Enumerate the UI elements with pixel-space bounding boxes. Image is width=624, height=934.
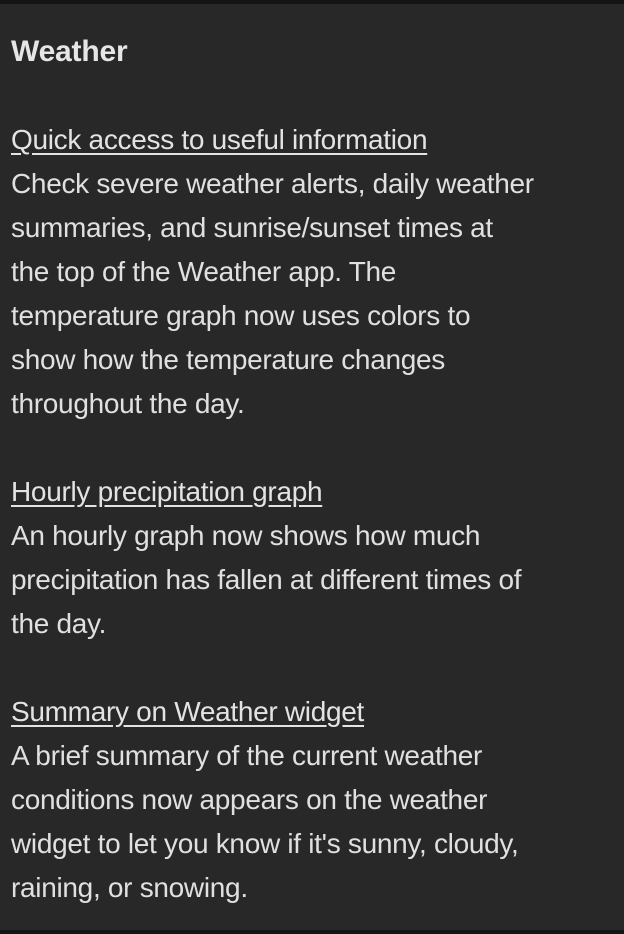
text-line: raining, or snowing.: [11, 872, 248, 903]
paragraph-quick-access: [11, 162, 616, 426]
text-line: summaries, and sunrise/sunset times at: [11, 212, 493, 243]
text-line: the top of the Weather app. The: [11, 256, 397, 287]
section-heading-weather-widget-summary: Summary on Weather widget: [11, 696, 365, 727]
weather-help-content: [0, 4, 624, 910]
paragraph-hourly-precipitation: [11, 514, 616, 646]
section-heading-quick-access: Quick access to useful information: [11, 124, 428, 155]
text-line: temperature graph now uses colors to: [11, 300, 471, 331]
text-line: the day.: [11, 608, 107, 639]
section-hourly-precipitation: [11, 470, 616, 646]
text-line: widget to let you know if it's sunny, cloudy,: [11, 828, 519, 859]
section-quick-access: [11, 118, 616, 426]
page-title: Weather: [11, 35, 128, 68]
text-line: show how the temperature changes: [11, 344, 445, 375]
paragraph-weather-widget-summary: [11, 734, 616, 910]
text-line: conditions now appears on the weather: [11, 784, 488, 815]
text-line: throughout the day.: [11, 388, 245, 419]
section-weather-widget-summary: [11, 690, 616, 910]
text-line: Check severe weather alerts, daily weather: [11, 168, 534, 199]
section-heading-hourly-precipitation: Hourly precipitation graph: [11, 476, 323, 507]
bottom-edge-bar: [0, 930, 624, 934]
text-line: An hourly graph now shows how much: [11, 520, 481, 551]
text-line: A brief summary of the current weather: [11, 740, 483, 771]
text-line: precipitation has fallen at different times of: [11, 564, 522, 595]
